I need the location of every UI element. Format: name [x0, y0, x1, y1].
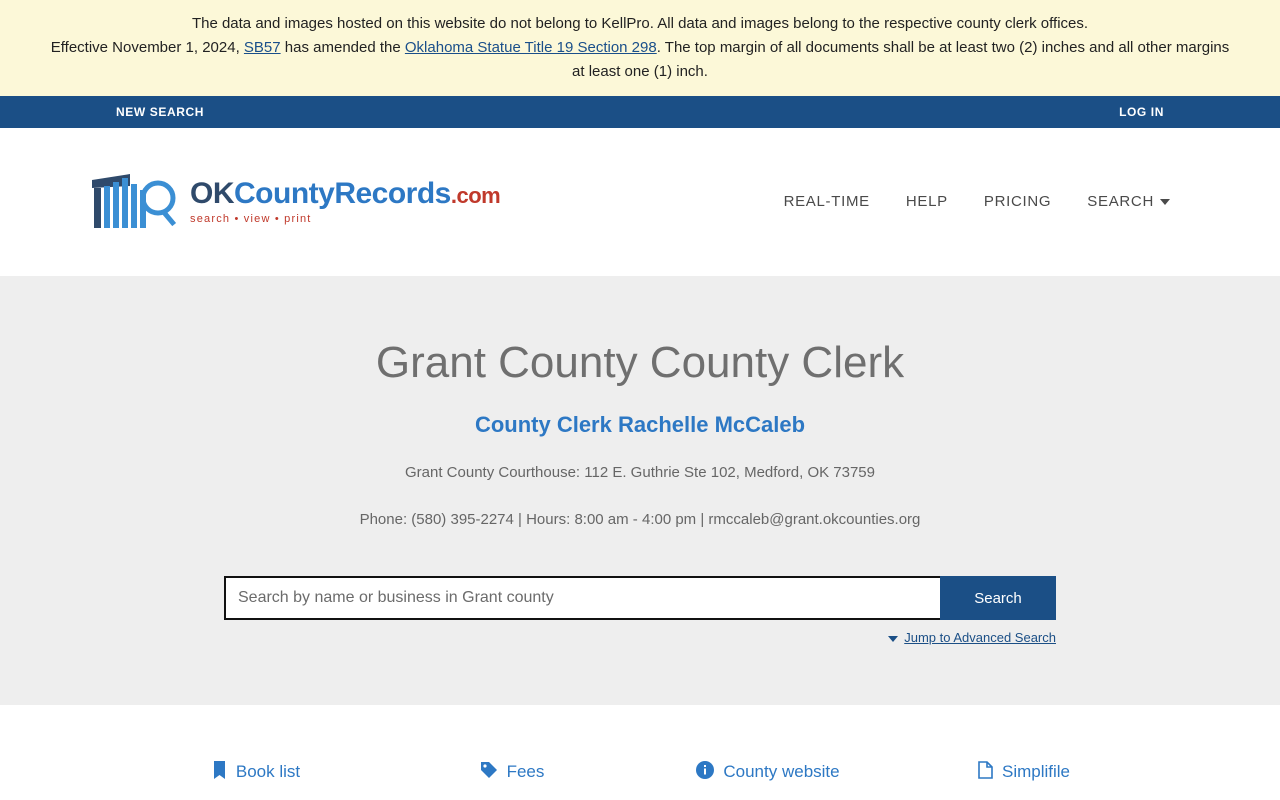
notice-text-a: Effective November 1, 2024,	[50, 39, 244, 56]
nav-item-pricing[interactable]: PRICING	[983, 193, 1052, 210]
logo-tagline: search • view • print	[190, 212, 312, 225]
advanced-search-row	[224, 630, 1056, 645]
book-icon	[212, 761, 227, 782]
nav-item-help[interactable]: HELP	[905, 193, 948, 210]
quick-link-label: County website	[723, 761, 840, 781]
nav-item-search[interactable]	[1087, 193, 1170, 210]
document-icon	[978, 761, 993, 782]
site-header	[0, 128, 1280, 276]
top-utility-bar	[0, 96, 1280, 128]
log-in-link[interactable]: LOG IN	[1119, 105, 1164, 119]
quick-link-book-list[interactable]	[128, 761, 384, 784]
nav-search-label: SEARCH	[1087, 193, 1154, 210]
quick-link-label: Simplifile	[1001, 761, 1071, 781]
quick-links-row	[0, 705, 1280, 784]
notice-line-2	[20, 36, 1260, 60]
sb57-link[interactable]: SB57	[243, 39, 281, 56]
quick-link-fees[interactable]	[384, 761, 640, 784]
quick-link-label: Fees	[506, 761, 545, 781]
notice-text-c: . The top margin of all documents shall be at least two (2) inches and all other margins	[656, 39, 1230, 56]
logo-mark-icon	[90, 166, 186, 238]
page-title: Grant County County Clerk	[375, 338, 905, 387]
notice-line-1: The data and images hosted on this website do not belong to KellPro. All data and images belong to the respective county clerk offices.	[191, 15, 1089, 32]
logo-ok: OK	[190, 176, 234, 210]
new-search-link[interactable]: NEW SEARCH	[116, 105, 205, 119]
main-navigation	[784, 193, 1170, 210]
chevron-down-icon	[1160, 199, 1170, 205]
search-button[interactable]: Search	[940, 576, 1056, 620]
logo-countyrecords: CountyRecords	[234, 176, 451, 210]
site-notice-banner	[0, 0, 1280, 96]
hero-section	[0, 276, 1280, 705]
jump-to-advanced-search-link[interactable]: Jump to Advanced Search	[904, 630, 1056, 645]
quick-link-label: Book list	[235, 761, 301, 781]
county-clerk-name: County Clerk Rachelle McCaleb	[474, 412, 806, 437]
tag-icon	[480, 761, 498, 782]
logo-dotcom: .com	[450, 182, 501, 208]
caret-down-icon	[888, 636, 898, 642]
info-icon	[696, 761, 714, 782]
logo-title	[190, 176, 501, 210]
search-input[interactable]	[224, 576, 940, 620]
oklahoma-statute-link[interactable]: Oklahoma Statue Title 19 Section 298	[404, 39, 657, 56]
nav-item-real-time[interactable]: REAL-TIME	[783, 193, 870, 210]
logo-wordmark	[190, 176, 501, 225]
notice-line-3: at least one (1) inch.	[572, 63, 708, 80]
site-logo[interactable]	[90, 166, 500, 238]
quick-link-county-website[interactable]	[640, 761, 896, 784]
notice-text-b: has amended the	[280, 39, 405, 56]
quick-link-simplifile[interactable]	[896, 761, 1152, 784]
county-address: Grant County Courthouse: 112 E. Guthrie Ste 102, Medford, OK 73759	[405, 464, 875, 481]
county-contact: Phone: (580) 395-2274 | Hours: 8:00 am - 4:00 pm | rmccaleb@grant.okcounties.org	[359, 511, 921, 528]
search-bar	[224, 576, 1056, 620]
